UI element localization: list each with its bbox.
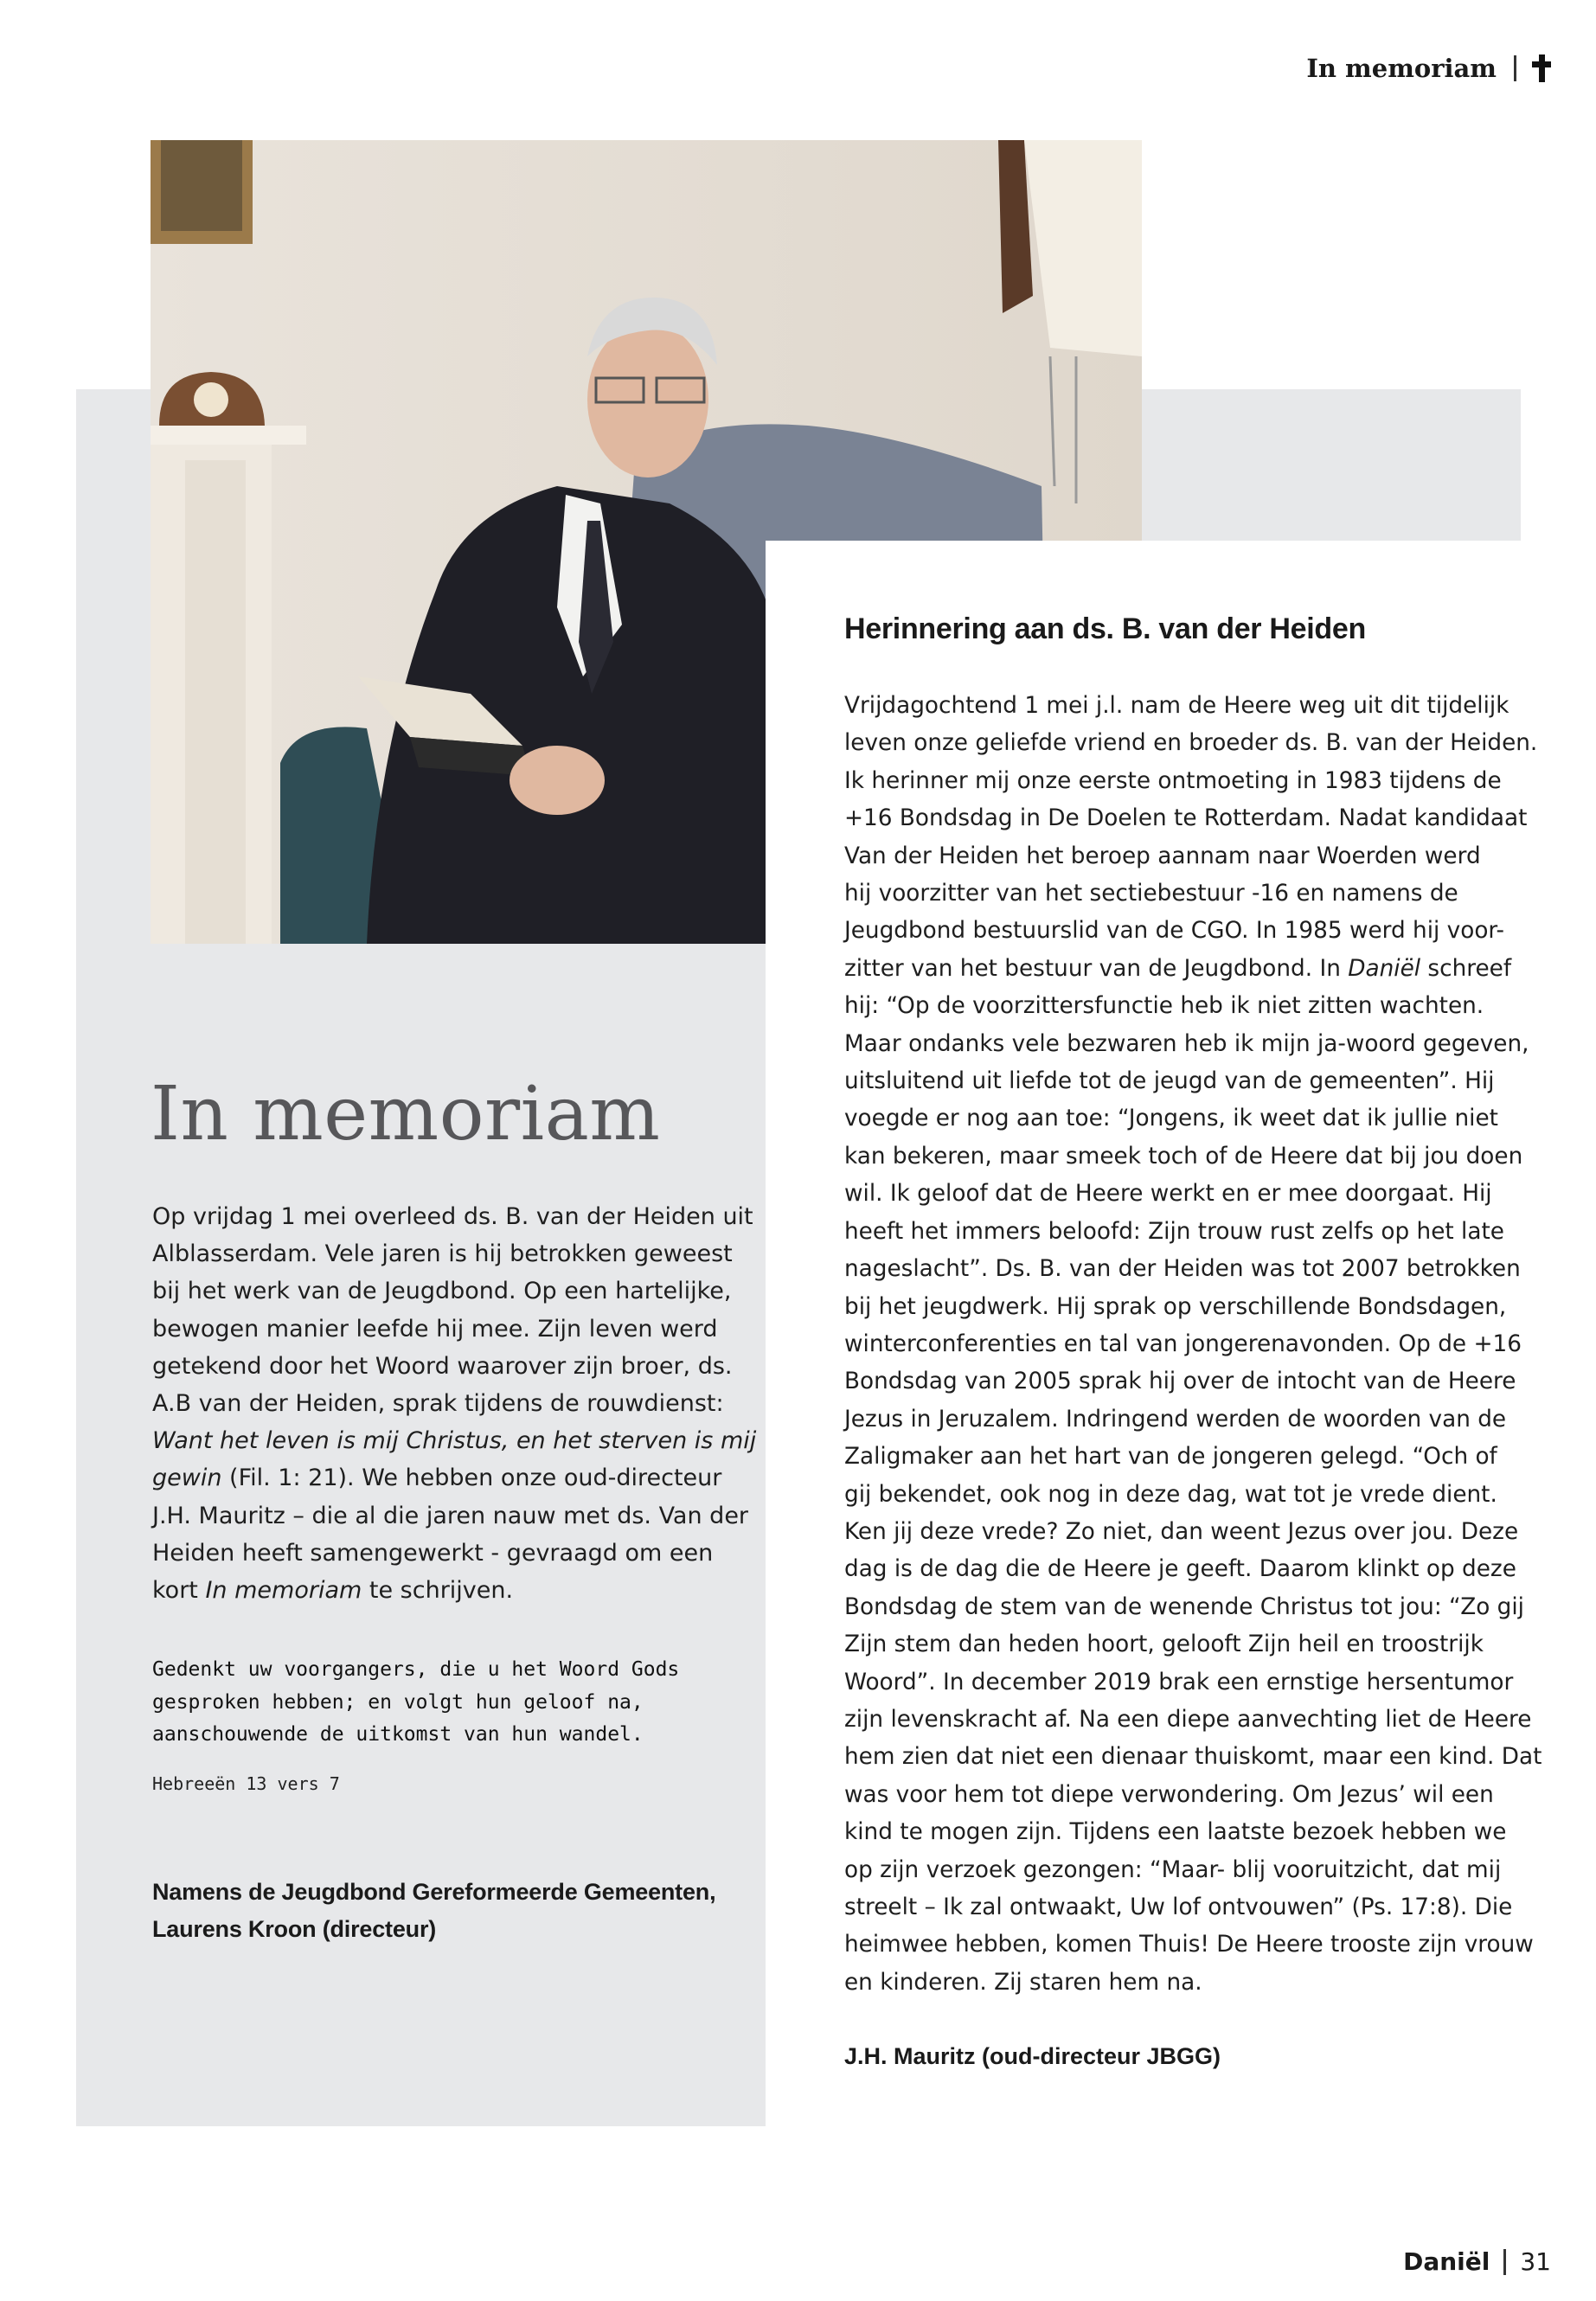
body-line: en kinderen. Zij staren hem na. [844,1969,1202,1996]
body-text: schreef [1420,955,1512,982]
body-line: Ik herinner mij onze eerste ontmoeting in 1983 tijdens de [844,767,1502,794]
body-line: Zijn stem dan heden hoort, gelooft Zijn heil en troostrijk [844,1631,1484,1658]
quote-reference: Hebreeën 13 vers 7 [152,1773,340,1794]
body-line [844,951,1512,988]
body-line: Ken jij deze vrede? Zo niet, dan weent Jezus over jou. Deze [844,1518,1519,1545]
body-line: streelt – Ik zal ontwaakt, Uw lof ontvouwen” (Ps. 17:8). Die [844,1894,1513,1920]
section-title: In memoriam [1306,54,1497,83]
body-line: Vrijdagochtend 1 mei j.l. nam de Heere weg uit dit tijdelijk [844,693,1509,719]
body-line: Bondsdag de stem van de wenende Christus tot jou: “Zo gij [844,1593,1524,1620]
body-line: bij het jeugdwerk. Hij sprak op verschillende Bondsdagen, [844,1293,1507,1320]
body-line: Jezus in Jeruzalem. Indringend werden de woorden van de [844,1406,1507,1433]
body-line: zijn levenskracht af. Na een diepe aanvechting liet de Heere [844,1706,1532,1733]
magazine-name-italic: Daniël [1348,955,1421,982]
body-line: kan bekeren, maar smeek toch of de Heere dat bij jou doen [844,1143,1523,1170]
intro-line: A.B van der Heiden, sprak tijdens de rouwdienst: [152,1390,724,1418]
scripture-italic: Want het leven is mij Christus, en het sterven is mij [152,1427,757,1455]
body-line: wil. Ik geloof dat de Heere werkt en er mee doorgaat. Hij [844,1181,1492,1208]
intro-line: Alblasserdam. Vele jaren is hij betrokken geweest [152,1240,733,1268]
page-header [1306,54,1551,83]
memoriam-italic: In memoriam [205,1577,362,1605]
body-line: uitsluitend uit liefde tot de jeugd van de gemeenten”. Hij [844,1068,1495,1095]
signature-line: Laurens Kroon (directeur) [152,1916,437,1942]
intro-line: bewogen manier leefde hij mee. Zijn leven werd [152,1315,718,1343]
body-line: Van der Heiden het beroep aannam naar Woerden werd [844,843,1481,869]
scripture-italic: gewin [152,1465,222,1492]
quote-line: Gedenkt uw voorgangers, die u het Woord Gods [152,1658,680,1681]
body-line: Woord”. In december 2019 brak een ernstige hersentumor [844,1669,1514,1695]
intro-text-span: (Fil. 1: 21). We hebben onze oud-directeur [221,1465,722,1492]
intro-line: bij het werk van de Jeugdbond. Op een hartelijke, [152,1278,732,1305]
body-line: Jeugdbond bestuurslid van de CGO. In 1985 werd hij voor- [844,918,1505,945]
intro-line: getekend door het Woord waarover zijn broer, ds. [152,1352,733,1380]
organization-signature [152,1874,715,1948]
body-line: was voor hem tot diepe verwondering. Om Jezus’ wil een [844,1781,1494,1808]
body-line: Bondsdag van 2005 sprak hij over de intocht van de Heere [844,1368,1516,1395]
article-body [844,688,1542,2002]
body-line: kind te mogen zijn. Tijdens een laatste bezoek hebben we [844,1819,1507,1846]
intro-line [152,1459,723,1497]
cross-icon [1532,54,1551,82]
bible-quote [152,1654,679,1752]
body-line: hij voorzitter van het sectiebestuur -16 en namens de [844,881,1458,907]
body-line: +16 Bondsdag in De Doelen te Rotterdam. Nadat kandidaat [844,805,1528,832]
signature-line: Namens de Jeugdbond Gereformeerde Gemeenten, [152,1879,716,1905]
magazine-name: Daniël [1403,2247,1490,2276]
intro-line [152,1422,757,1459]
header-divider [1514,55,1516,81]
quote-line: gesproken hebben; en volgt hun geloof na, [152,1690,644,1714]
body-line: hem zien dat niet een dienaar thuiskomt, maar een kind. Dat [844,1744,1542,1771]
body-line: leven onze geliefde vriend en broeder ds. B. van der Heiden. [844,730,1538,757]
body-line: heimwee hebben, komen Thuis! De Heere trooste zijn vrouw [844,1932,1534,1958]
intro-line [152,1572,723,1609]
intro-text-span: kort [152,1577,206,1605]
intro-line: Op vrijdag 1 mei overleed ds. B. van der Heiden uit [152,1203,753,1230]
article-title: Herinnering aan ds. B. van der Heiden [844,612,1366,645]
body-line: winterconferenties en tal van jongerenavonden. Op de +16 [844,1330,1522,1357]
body-line: gij bekendet, ook nog in deze dag, wat tot je vrede dient. [844,1481,1497,1508]
intro-text [152,1198,757,1609]
footer-divider [1503,2249,1506,2275]
body-line: hij: “Op de voorzittersfunctie heb ik niet zitten wachten. [844,993,1484,1020]
body-line: voegde er nog aan toe: “Jongens, ik weet dat ik jullie niet [844,1106,1498,1132]
body-line: nageslacht”. Ds. B. van der Heiden was tot 2007 betrokken [844,1256,1521,1283]
memoriam-heading: In memoriam [151,1071,661,1157]
intro-line: Heiden heeft samengewerkt - gevraagd om een [152,1539,714,1567]
body-line: Maar ondanks vele bezwaren heb ik mijn ja-woord gegeven, [844,1030,1529,1057]
intro-text-span: te schrijven. [362,1577,514,1605]
body-line: Zaligmaker aan het hart van de jongeren gelegd. “Och of [844,1444,1497,1471]
body-text: zitter van het bestuur van de Jeugdbond. In [844,955,1349,982]
intro-line: J.H. Mauritz – die al die jaren nauw met ds. Van der [152,1502,749,1529]
body-line: op zijn verzoek gezongen: “Maar- blij vooruitzicht, dat mij [844,1856,1502,1883]
page-footer [1403,2247,1551,2276]
quote-line: aanschouwende de uitkomst van hun wandel. [152,1723,644,1746]
article-signature: J.H. Mauritz (oud-directeur JBGG) [844,2043,1221,2069]
body-line: dag is de dag die de Heere je geeft. Daarom klinkt op deze [844,1556,1516,1583]
body-line: heeft het immers beloofd: Zijn trouw rust zelfs op het late [844,1218,1504,1245]
page-number: 31 [1520,2247,1551,2276]
